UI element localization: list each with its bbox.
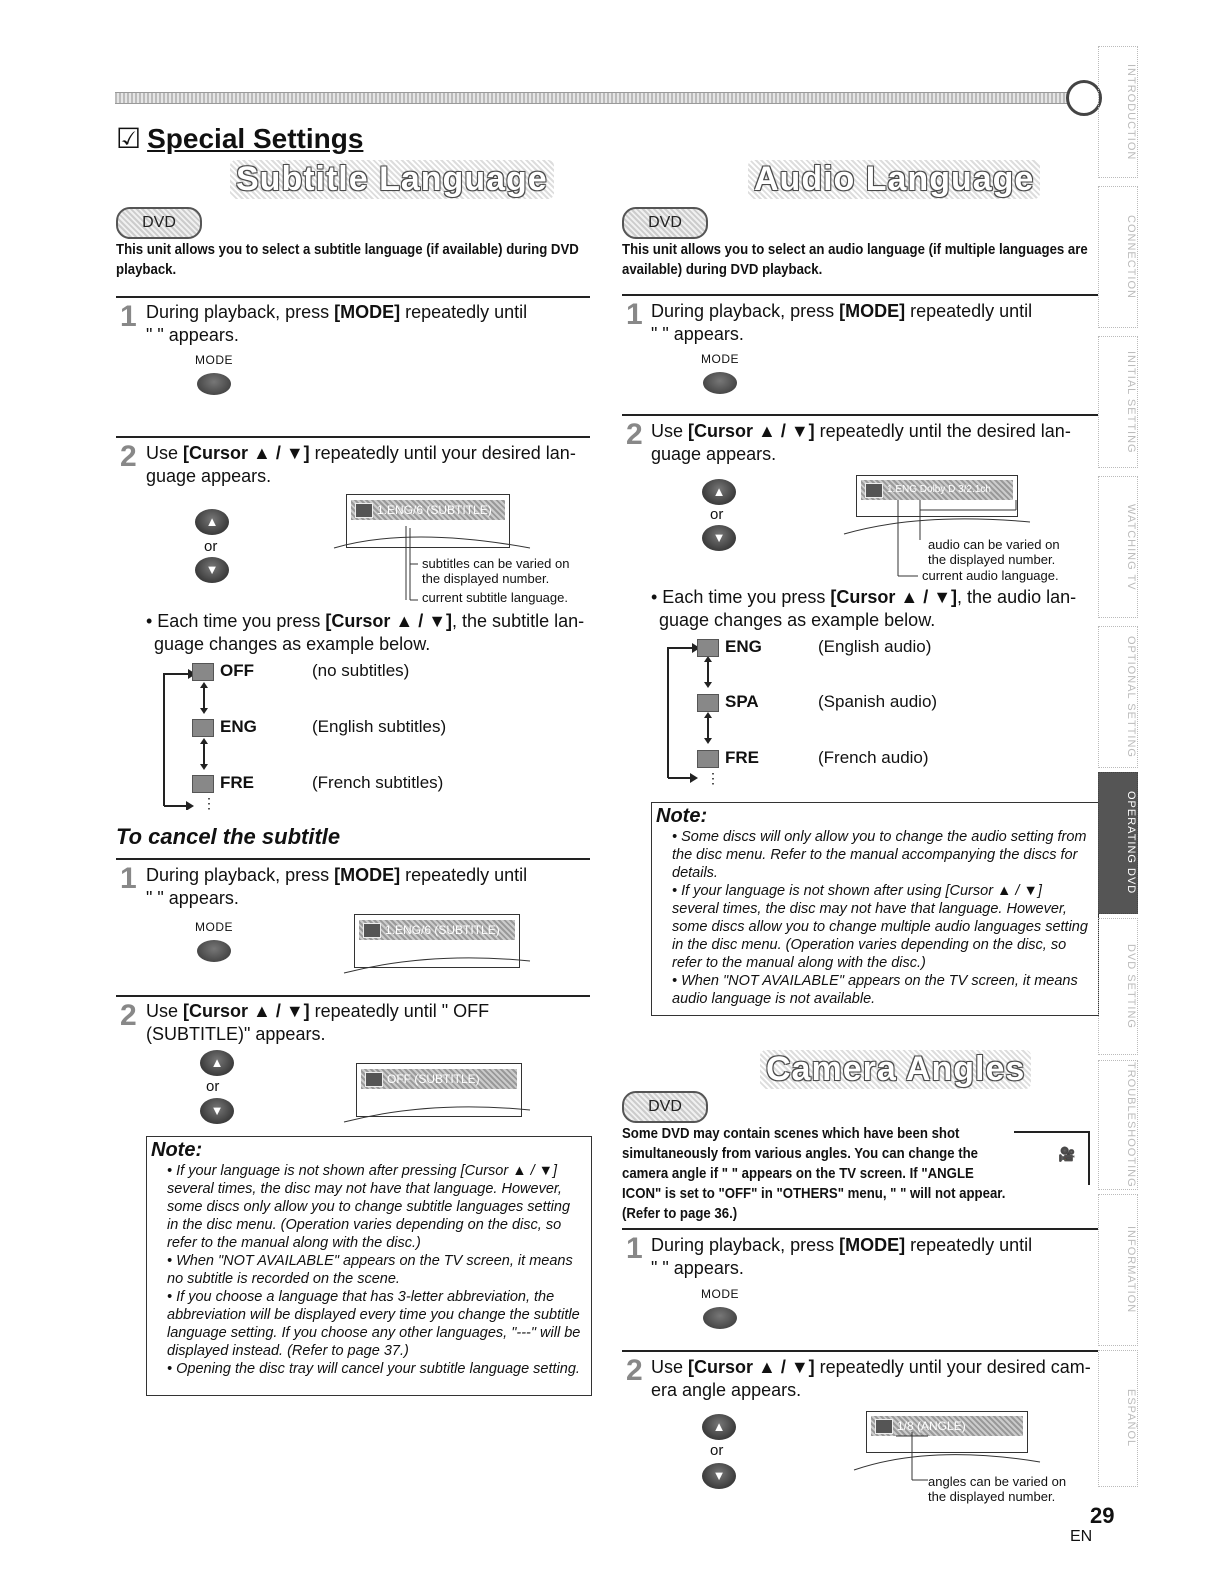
lang-desc: (English subtitles) (312, 717, 447, 736)
step-text-b: repeatedly until (400, 865, 528, 885)
cycle-item (697, 637, 762, 657)
step-text (651, 420, 1091, 466)
step-number: 1 (626, 1232, 643, 1265)
step-text-a: Use (146, 443, 184, 463)
osd-bar: 1.ENG/6 (SUBTITLE) (359, 920, 515, 940)
subtitle-icon (192, 719, 214, 737)
step-number: 1 (120, 862, 137, 895)
mode-button-icon (703, 1307, 737, 1329)
lang-code: FRE (220, 773, 254, 792)
note-item: • When "NOT AVAILABLE" appears on the TV screen, it means no subtitle is recorded on the scene. (167, 1253, 573, 1287)
key-mode: [MODE] (334, 865, 401, 885)
dvd-badge: DVD (116, 207, 202, 239)
ellipsis: ⋮ (706, 770, 720, 786)
camera-icon: 🎥 (1058, 1146, 1076, 1162)
camera-intro: Some DVD may contain scenes which have been shot simultaneously from various angles. You can change the camera angle if " " appears on the TV screen. If "ANGLE ICON" is set to "OFF" in "OTHERS" menu, " " will not appear. (Refer to page 36.) (622, 1125, 1006, 1222)
cursor-down-icon: ▼ (195, 557, 229, 583)
step-text-a: Use (651, 421, 689, 441)
note-item: • If your language is not shown after pressing [Cursor ▲ / ▼] several times, the disc may not have that language. However, some discs only allow you to change subtitle languages setting in the disc menu. (Operation varies depending on the disc, so refer to the manual along with the disc.) (167, 1163, 571, 1251)
side-tab-espanol[interactable]: ESPAÑOL (1098, 1350, 1138, 1487)
angle-icon-frame (1014, 1131, 1090, 1133)
bullet-text-a: • Each time you press (651, 587, 831, 607)
step-text (651, 1356, 1091, 1402)
osd-bar: 1/8 (ANGLE) (871, 1416, 1023, 1436)
step-text (146, 1000, 586, 1046)
side-tab-information[interactable]: INFORMATION (1098, 1194, 1138, 1346)
callout-text: audio can be varied on (928, 537, 1060, 552)
mode-label: MODE (195, 920, 233, 934)
key-cursor: [Cursor ▲ / ▼] (830, 587, 958, 607)
step-text-c: " " appears. (146, 325, 239, 345)
step-number: 2 (626, 1354, 643, 1387)
divider (622, 1350, 1098, 1352)
step-text (651, 1234, 1091, 1280)
note-item: • When "NOT AVAILABLE" appears on the TV screen, it means audio language is not available. (672, 973, 1078, 1007)
side-tab-dvd-setting[interactable]: DVD SETTING (1098, 918, 1138, 1055)
note-list (652, 828, 1098, 1008)
step-text-a: During playback, press (146, 865, 335, 885)
step-text-c: era angle appears. (651, 1380, 802, 1400)
lang-code: ENG (725, 637, 762, 656)
step-text (146, 301, 586, 347)
or-label: or (710, 506, 724, 523)
step-text (146, 442, 586, 488)
step-number: 1 (120, 300, 137, 333)
audio-icon (697, 750, 719, 768)
or-label: or (710, 1442, 724, 1459)
audio-section-title: Audio Language (748, 160, 1040, 199)
step-text-c: " " appears. (146, 888, 239, 908)
note-item: • If your language is not shown after using [Cursor ▲ / ▼] several times, the disc may not have that language. However, some discs allow you to change multiple audio languages setting in the disc menu. (Operation varies depending on the disc, so refer to the manual along with the disc.) (672, 883, 1088, 971)
step-text-b: repeatedly until your desired cam- (814, 1357, 1091, 1377)
note-box (651, 802, 1099, 1016)
page-language: EN (1070, 1528, 1093, 1545)
side-tab-optional-setting[interactable]: OPTIONAL SETTING (1098, 626, 1138, 768)
cursor-down-icon: ▼ (200, 1098, 234, 1124)
subtitle-icon (192, 775, 214, 793)
key-cursor: [Cursor ▲ / ▼] (688, 421, 815, 441)
key-mode: [MODE] (334, 302, 401, 322)
callout-text: the displayed number. (422, 571, 550, 586)
ellipsis: ⋮ (202, 795, 216, 811)
cursor-up-icon: ▲ (195, 509, 229, 535)
callout-text: current subtitle language. (422, 590, 568, 605)
lang-code: OFF (220, 661, 254, 680)
step-number: 2 (120, 999, 137, 1032)
lang-code: FRE (725, 748, 759, 767)
mode-button-icon (703, 372, 737, 394)
screen-curve (340, 955, 540, 979)
or-label: or (206, 1078, 220, 1095)
step-text-b: repeatedly until the desired lan- (814, 421, 1071, 441)
key-cursor: [Cursor ▲ / ▼] (183, 1001, 310, 1021)
checkbox-icon: ☑ (116, 123, 142, 154)
note-title: Note: (656, 805, 708, 827)
bullet-text-a: • Each time you press (146, 611, 326, 631)
bullet-text-c: guage changes as example below. (659, 610, 936, 630)
page-title (116, 122, 363, 155)
key-cursor: [Cursor ▲ / ▼] (325, 611, 453, 631)
cursor-up-icon: ▲ (702, 479, 736, 505)
top-rule-end-circle (1066, 80, 1102, 116)
step-text-b: repeatedly until your desired lan- (309, 443, 576, 463)
audio-intro: This unit allows you to select an audio language (if multiple languages are available) during DVD playback. (622, 241, 1088, 278)
step-text-b: repeatedly until (905, 1235, 1033, 1255)
side-tab-introduction[interactable]: INTRODUCTION (1098, 46, 1138, 178)
bullet-text (146, 610, 586, 656)
note-item: • Some discs will only allow you to change the audio setting from the disc menu. Refer to the manual accompanying the discs for details. (672, 829, 1087, 881)
key-mode: [MODE] (839, 1235, 906, 1255)
callout-text: angles can be varied on (928, 1474, 1067, 1489)
step-text-c: " " appears. (651, 324, 744, 344)
mode-label: MODE (701, 1287, 739, 1301)
divider (116, 296, 590, 298)
key-cursor: [Cursor ▲ / ▼] (688, 1357, 815, 1377)
lang-desc: (Spanish audio) (818, 692, 938, 711)
side-tab-initial-setting[interactable]: INITIAL SETTING (1098, 336, 1138, 468)
step-text-a: Use (146, 1001, 184, 1021)
note-list (147, 1162, 591, 1378)
side-tab-connection[interactable]: CONNECTION (1098, 186, 1138, 328)
subtitle-section-title: Subtitle Language (230, 160, 554, 199)
or-label: or (204, 538, 218, 555)
camera-section-title: Camera Angles (760, 1050, 1031, 1089)
divider (622, 1228, 1098, 1230)
page-number: 29 (1090, 1503, 1115, 1528)
cycle-item (192, 717, 257, 737)
page-title-text: Special Settings (147, 123, 364, 154)
key-mode: [MODE] (839, 301, 906, 321)
callout-text: the displayed number. (928, 1489, 1056, 1504)
note-title: Note: (151, 1139, 203, 1161)
angle-icon-frame (1088, 1131, 1090, 1185)
lang-desc: (French audio) (818, 748, 929, 767)
step-text-b: repeatedly until (905, 301, 1033, 321)
step-text-a: During playback, press (146, 302, 335, 322)
cycle-item (697, 748, 759, 768)
step-text (146, 864, 586, 910)
side-tab-operating-dvd[interactable]: OPERATING DVD (1098, 772, 1138, 914)
cursor-up-icon: ▲ (702, 1414, 736, 1440)
callout-text: subtitles can be varied on (422, 556, 570, 571)
lang-code: SPA (725, 692, 759, 711)
step-text-a: Use (651, 1357, 689, 1377)
bullet-text-b: , the audio lan- (957, 587, 1077, 607)
mode-label: MODE (701, 352, 739, 366)
cycle-item (192, 773, 254, 793)
mode-button-icon (197, 373, 231, 395)
step-text-c: guage appears. (651, 444, 777, 464)
divider (116, 995, 590, 997)
bullet-text-c: guage changes as example below. (154, 634, 431, 654)
step-number: 1 (626, 298, 643, 331)
subtitle-intro: This unit allows you to select a subtitle language (if available) during DVD playback. (116, 241, 579, 278)
step-text-c: " " appears. (651, 1258, 744, 1278)
side-tab-watching-tv[interactable]: WATCHING TV (1098, 476, 1138, 618)
side-tab-troubleshooting[interactable]: TROUBLESHOOTING (1098, 1060, 1138, 1190)
lang-code: ENG (220, 717, 257, 736)
divider (116, 858, 590, 860)
callout-text: current audio language. (922, 568, 1059, 583)
cycle-item (192, 661, 254, 681)
note-item: • Opening the disc tray will cancel your subtitle language setting. (167, 1361, 580, 1377)
mode-button-icon (197, 940, 231, 962)
screen-curve (340, 1104, 540, 1128)
cursor-down-icon: ▼ (702, 1463, 736, 1489)
divider (622, 294, 1098, 296)
divider (116, 436, 590, 438)
bullet-text (651, 586, 1091, 632)
top-rule (115, 92, 1070, 104)
lang-desc: (French subtitles) (312, 773, 444, 792)
lang-desc: (English audio) (818, 637, 932, 656)
callout-text: the displayed number. (928, 552, 1056, 567)
mode-label: MODE (195, 353, 233, 367)
step-number: 2 (120, 440, 137, 473)
cancel-title: To cancel the subtitle (116, 824, 341, 849)
dvd-badge: DVD (622, 1091, 708, 1123)
key-cursor: [Cursor ▲ / ▼] (183, 443, 310, 463)
cursor-up-icon: ▲ (200, 1050, 234, 1076)
step-text-a: During playback, press (651, 301, 840, 321)
step-text-c: guage appears. (146, 466, 272, 486)
step-text (651, 300, 1091, 346)
dvd-badge: DVD (622, 207, 708, 239)
osd-bar: OFF (SUBTITLE) (361, 1069, 517, 1089)
subtitle-icon (192, 663, 214, 681)
note-box (146, 1136, 592, 1396)
bullet-text-b: , the subtitle lan- (452, 611, 585, 631)
cursor-down-icon: ▼ (702, 525, 736, 551)
step-text-b: repeatedly until (400, 302, 528, 322)
step-number: 2 (626, 418, 643, 451)
osd-bar: 1.ENG/6 (SUBTITLE) (351, 500, 505, 520)
divider (622, 414, 1098, 416)
audio-icon (697, 694, 719, 712)
note-item: • If you choose a language that has 3-letter abbreviation, the abbreviation will be displayed every time you change the subtitle language setting. If you choose any other languages, "---" will be displayed instead. (Refer to page 37.) (167, 1289, 581, 1359)
lang-desc: (no subtitles) (312, 661, 410, 680)
cycle-item (697, 692, 759, 712)
audio-icon (697, 639, 719, 657)
step-text-b: repeatedly until " OFF (309, 1001, 490, 1021)
step-text-a: During playback, press (651, 1235, 840, 1255)
step-text-c: (SUBTITLE)" appears. (146, 1024, 326, 1044)
osd-bar: 1.ENG Dolby D 3/2.1ch 48k/3 (861, 480, 1013, 500)
